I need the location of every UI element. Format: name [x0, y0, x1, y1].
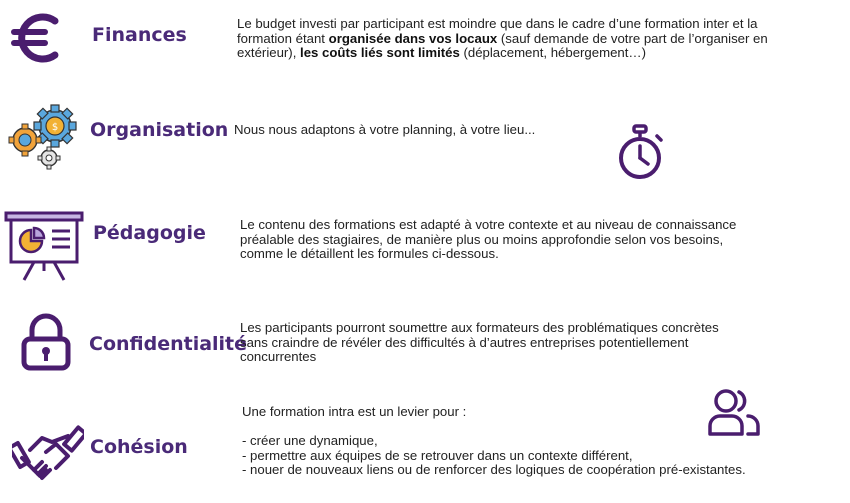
stopwatch-icon	[615, 124, 667, 184]
title-confidentialite: Confidentialité	[89, 333, 248, 355]
bold-segment: organisée dans vos locaux	[328, 30, 498, 46]
users-icon	[706, 386, 762, 438]
list-item: - permettre aux équipes de se retrouver dans un contexte différent,	[242, 447, 633, 463]
text-line: comme le détaillent les formules ci-dessous.	[240, 246, 499, 261]
text-line: Une formation intra est un levier pour :	[242, 404, 467, 419]
text-line: concurrentes	[240, 349, 317, 364]
presentation-board-icon	[4, 209, 84, 283]
handshake-icon	[12, 422, 84, 482]
text-segment: (sauf demande de votre part de l’organiser en	[497, 30, 768, 46]
svg-text:$: $	[51, 122, 59, 133]
title-finances: Finances	[92, 24, 187, 46]
text-finances	[237, 17, 768, 61]
text-line	[237, 32, 768, 47]
text-confidentialite	[240, 321, 719, 365]
list-item: - nouer de nouveaux liens ou de renforcer des logiques de coopération pré-existantes.	[242, 462, 746, 477]
text-line: Le contenu des formations est adapté à votre contexte et au niveau de connaissance	[240, 217, 737, 232]
text-line: Les participants pourront soumettre aux formateurs des problématiques concrètes	[240, 320, 719, 335]
title-cohesion: Cohésion	[90, 436, 188, 458]
text-segment: (déplacement, hébergement…)	[459, 45, 647, 60]
text-segment: formation étant	[237, 30, 329, 46]
gears-icon	[5, 104, 79, 170]
text-line	[237, 46, 768, 61]
padlock-icon	[20, 313, 72, 371]
text-line: préalable des stagiaires, de manière plus ou moins approfondie selon vos besoins,	[240, 231, 724, 247]
blank-line	[242, 420, 746, 435]
text-line: sans craindre de révéler des difficultés à d’autres entreprises potentiellement	[240, 334, 689, 350]
title-pedagogie: Pédagogie	[93, 222, 206, 244]
title-organisation: Organisation	[90, 119, 229, 141]
bold-segment: les coûts liés sont limités	[300, 45, 460, 60]
text-line: Le budget investi par participant est moindre que dans le cadre d’une formation inter et la	[237, 16, 758, 31]
text-cohesion	[242, 405, 746, 478]
list-item: - créer une dynamique,	[242, 433, 378, 448]
text-organisation: Nous nous adaptons à votre planning, à votre lieu...	[234, 122, 536, 137]
euro-icon	[10, 10, 65, 65]
text-segment: extérieur),	[237, 45, 301, 60]
text-pedagogie	[240, 218, 736, 262]
